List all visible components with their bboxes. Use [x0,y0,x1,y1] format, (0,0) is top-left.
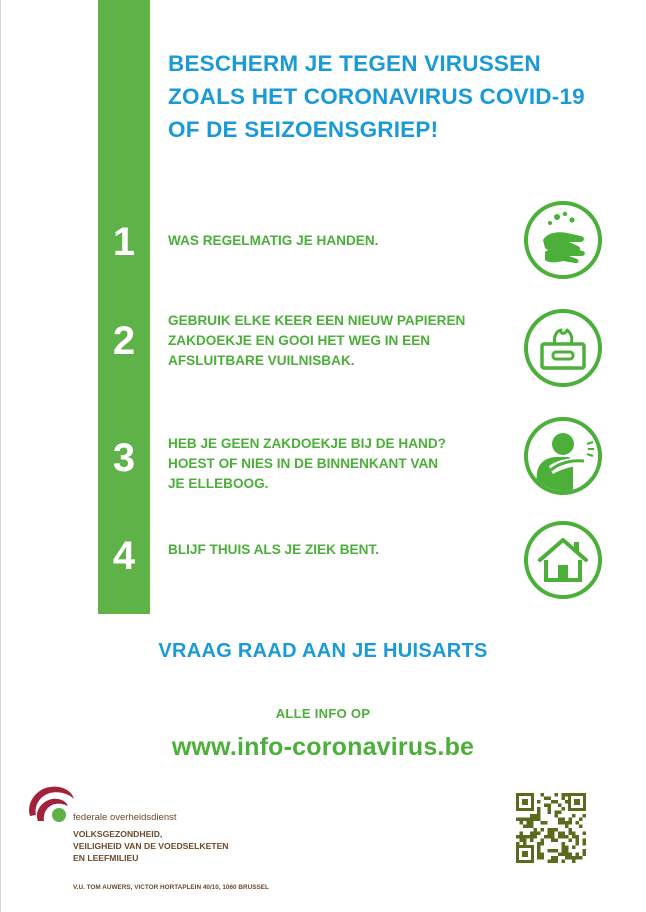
qr-module [523,842,527,846]
qr-module [558,811,562,815]
qr-module [541,839,545,843]
step-number-2: 2 [112,319,136,363]
qr-module [579,856,583,860]
step-line: BLIJF THUIS ALS JE ZIEK BENT. [168,542,379,557]
qr-module [520,818,524,822]
qr-module [565,793,569,797]
qr-module [548,811,552,815]
qr-module [569,856,573,860]
organization-department [73,828,229,864]
qr-module [548,835,552,839]
department-line: EN LEEFMILIEU [73,853,139,863]
advice-heading: VRAAG RAAD AAN JE HUISARTS [158,640,488,662]
qr-module [562,835,566,839]
qr-module [562,853,566,857]
qr-module [562,818,566,822]
hand-washing-icon [523,200,603,280]
qr-module [551,856,555,860]
qr-module [548,797,552,801]
step-text-1 [168,231,498,251]
step-text-3 [168,434,498,494]
website-link[interactable]: www.info-coronavirus.be [171,733,475,761]
qr-module [579,818,583,822]
qr-module [534,832,538,836]
qr-module [572,846,576,850]
title-line: ZOALS HET CORONAVIRUS COVID-19 [168,84,585,109]
qr-module [576,835,580,839]
title-line: OF DE SEIZOENSGRIEP! [168,117,439,142]
qr-module [537,811,541,815]
qr-module [576,839,580,843]
qr-module [537,849,541,853]
qr-module [516,818,520,822]
qr-module [572,856,576,860]
qr-module [527,835,531,839]
qr-module [544,804,548,808]
qr-module [544,797,548,801]
qr-module [555,811,559,815]
step-number-1: 1 [112,220,136,264]
qr-module [530,835,534,839]
qr-module [583,853,587,857]
fod-logo-icon [24,781,84,831]
qr-module [558,804,562,808]
step-line: HOEST OF NIES IN DE BINNENKANT VAN [168,456,439,471]
qr-module [569,839,573,843]
qr-module [562,849,566,853]
qr-module [572,860,576,864]
qr-module [537,807,541,811]
qr-module [527,825,531,829]
step-text-4 [168,540,498,560]
qr-module [555,856,559,860]
qr-module [555,828,559,832]
qr-module [520,835,524,839]
qr-module [562,846,566,850]
qr-module [558,853,562,857]
qr-module [565,800,569,804]
qr-module [534,828,538,832]
qr-module [551,839,555,843]
qr-module [576,821,580,825]
step-text-2 [168,311,498,371]
qr-module [523,839,527,843]
step-number-4: 4 [112,534,136,578]
qr-module [558,818,562,822]
tissue-box-icon [523,308,603,388]
responsible-publisher: V.U. TOM AUWERS, VICTOR HORTAPLEIN 40/10, 1060 BRUSSEL [73,884,269,891]
qr-module [537,814,541,818]
step-line: AFSLUITBARE VUILNISBAK. [168,353,355,368]
qr-module [565,825,569,829]
qr-module [541,853,545,857]
qr-module [544,821,548,825]
qr-module [541,856,545,860]
qr-module [523,818,527,822]
qr-module [537,800,541,804]
qr-module [562,832,566,836]
step-line: ZAKDOEKJE EN GOOI HET WEG IN EEN [168,333,431,348]
qr-module [537,846,541,850]
qr-code-icon[interactable] [516,793,586,863]
qr-module [579,825,583,829]
qr-module [530,825,534,829]
qr-module [583,842,587,846]
qr-module [537,818,541,822]
qr-module [537,856,541,860]
sneeze-elbow-icon [523,416,603,496]
qr-module [555,793,559,797]
qr-module [541,821,545,825]
qr-module [583,814,587,818]
qr-module [537,842,541,846]
qr-module [572,835,576,839]
qr-module [576,856,580,860]
qr-module [569,821,573,825]
qr-module [530,839,534,843]
title-line: BESCHERM JE TEGEN VIRUSSEN [168,51,541,76]
qr-module [555,814,559,818]
organization-name: federale overheidsdienst [73,812,177,823]
qr-module [523,835,527,839]
qr-module [534,818,538,822]
qr-module [548,860,552,864]
qr-module [572,814,576,818]
qr-module [576,842,580,846]
qr-module [569,832,573,836]
poster-title [168,47,618,146]
qr-module [562,860,566,864]
qr-module [551,828,555,832]
qr-module [576,853,580,857]
step-line: GEBRUIK ELKE KEER EEN NIEUW PAPIEREN [168,313,466,328]
step-line: HEB JE GEEN ZAKDOEKJE BIJ DE HAND? [168,436,446,451]
qr-module [520,821,524,825]
qr-module [562,797,566,801]
qr-module [537,853,541,857]
qr-module [565,821,569,825]
step-line: WAS REGELMATIG JE HANDEN. [168,233,379,248]
qr-module [520,839,524,843]
qr-module [530,832,534,836]
qr-module [541,793,545,797]
qr-module [555,800,559,804]
qr-module [565,849,569,853]
qr-module [516,842,520,846]
qr-module [527,821,531,825]
qr-module [520,832,524,836]
qr-module [541,842,545,846]
green-side-bar [98,0,150,614]
qr-module [530,821,534,825]
department-line: VEILIGHEID VAN DE VOEDSELKETEN [73,841,229,851]
qr-module [569,828,573,832]
qr-module [544,835,548,839]
qr-module [558,835,562,839]
qr-module [558,832,562,836]
qr-module [565,846,569,850]
qr-module [551,849,555,853]
qr-module [551,800,555,804]
qr-module [516,835,520,839]
qr-module [555,839,559,843]
qr-module [551,835,555,839]
step-number-3: 3 [112,436,136,480]
qr-module [555,849,559,853]
qr-module [523,825,527,829]
qr-module [548,832,552,836]
qr-module [548,849,552,853]
step-line: JE ELLEBOOG. [168,476,269,491]
qr-module [530,818,534,822]
house-icon [523,520,603,600]
qr-module [534,835,538,839]
qr-module [569,853,573,857]
qr-module [534,814,538,818]
qr-module [551,860,555,864]
qr-module [565,856,569,860]
qr-module [548,828,552,832]
qr-module [548,804,552,808]
qr-module [565,853,569,857]
page-edge [0,0,1,912]
qr-module [562,821,566,825]
qr-module [562,807,566,811]
qr-module [555,860,559,864]
qr-module [569,818,573,822]
qr-module [583,839,587,843]
department-line: VOLKSGEZONDHEID, [73,829,163,839]
qr-module [583,849,587,853]
qr-module [530,814,534,818]
qr-module [537,832,541,836]
info-label: ALLE INFO OP [275,706,371,721]
qr-module [558,821,562,825]
qr-module [541,828,545,832]
qr-module [562,793,566,797]
qr-module [548,807,552,811]
qr-module [551,832,555,836]
qr-module [583,832,587,836]
qr-module [527,818,531,822]
qr-module [565,835,569,839]
qr-module [562,842,566,846]
qr-module [572,832,576,836]
